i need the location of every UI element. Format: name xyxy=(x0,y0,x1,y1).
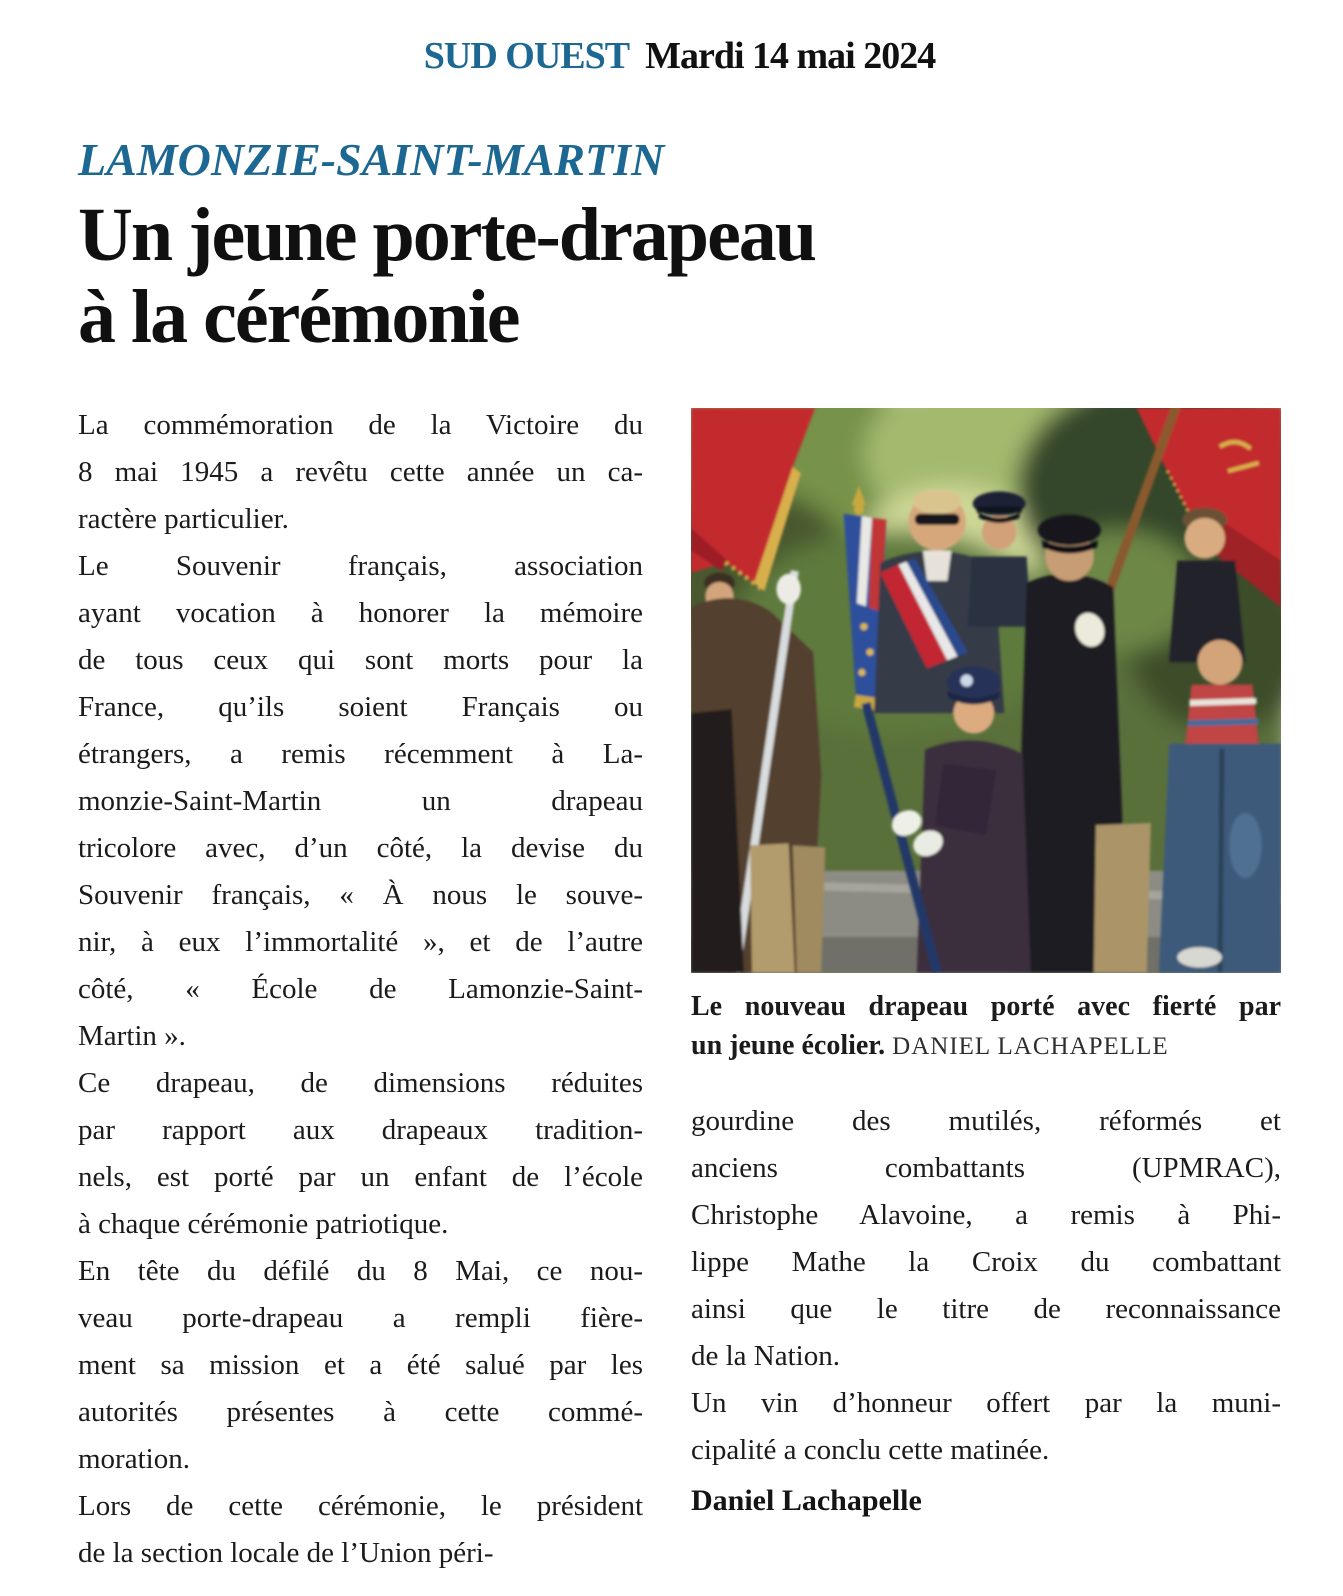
masthead xyxy=(78,34,1281,78)
article-paragraph xyxy=(78,1483,643,1577)
text-line: veau porte-drapeau a rempli fière- xyxy=(78,1302,643,1334)
article-paragraph xyxy=(78,543,643,1060)
text-line: Lors de cette cérémonie, le président xyxy=(78,1490,643,1522)
text-line: cipalité a conclu cette matinée. xyxy=(691,1433,1050,1466)
text-line: tricolore avec, d’un côté, la devise du xyxy=(78,832,643,864)
right-column-text xyxy=(691,1098,1281,1474)
section-kicker: LAMONZIE-SAINT-MARTIN xyxy=(78,134,665,185)
text-line: ayant vocation à honorer la mémoire xyxy=(78,597,643,629)
right-column xyxy=(691,402,1281,1577)
text-line: Souvenir français, « À nous le souve- xyxy=(78,879,643,911)
author-byline: Daniel Lachapelle xyxy=(691,1483,922,1517)
text-line: étrangers, a remis récemment à La- xyxy=(78,738,643,770)
text-line: par rapport aux drapeaux tradition- xyxy=(78,1114,643,1146)
text-line: Martin ». xyxy=(78,1020,186,1052)
article-headline xyxy=(78,194,1281,358)
text-line: nir, à eux l’immortalité », et de l’autre xyxy=(78,926,643,958)
caption-line-1: Le nouveau drapeau porté avec fierté par xyxy=(691,990,1281,1022)
issue-date: Mardi 14 mai 2024 xyxy=(645,35,936,77)
text-line: autorités présentes à cette commé- xyxy=(78,1396,643,1428)
left-column xyxy=(78,402,643,1577)
text-line: gourdine des mutilés, réformés et xyxy=(691,1104,1281,1137)
text-line: de tous ceux qui sont morts pour la xyxy=(78,644,643,676)
police-officer xyxy=(968,491,1031,626)
text-line: ractère particulier. xyxy=(78,503,289,535)
text-line: de la Nation. xyxy=(691,1339,840,1372)
ceremony-photo xyxy=(691,408,1281,973)
text-line: côté, « École de Lamonzie-Saint- xyxy=(78,973,643,1005)
text-line: ment sa mission et a été salué par les xyxy=(78,1349,643,1381)
text-line: monzie-Saint-Martin un drapeau xyxy=(78,785,643,817)
article-paragraph xyxy=(691,1098,1281,1380)
text-line: En tête du défilé du 8 Mai, ce nou- xyxy=(78,1255,643,1287)
newspaper-brand: SUD OUEST xyxy=(423,35,630,77)
text-line: lippe Mathe la Croix du combattant xyxy=(691,1245,1281,1278)
text-line: nels, est porté par un enfant de l’école xyxy=(78,1161,643,1193)
text-line: France, qu’ils soient Français ou xyxy=(78,691,643,723)
headline-line-1: Un jeune porte-drapeau xyxy=(78,193,816,277)
article-paragraph xyxy=(78,402,643,543)
caption-bold-text: un jeune écolier. xyxy=(691,1029,886,1061)
text-line: ainsi que le titre de reconnaissance xyxy=(691,1292,1281,1325)
article-paragraph xyxy=(78,1060,643,1248)
article-paragraph xyxy=(691,1380,1281,1474)
text-line: anciens combattants (UPMRAC), xyxy=(691,1151,1281,1184)
photo-credit: DANIEL LACHAPELLE xyxy=(892,1032,1169,1060)
text-line: Ce drapeau, de dimensions réduites xyxy=(78,1067,643,1099)
headline-line-2: à la cérémonie xyxy=(78,275,519,359)
article-columns xyxy=(78,402,1281,1577)
text-line: de la section locale de l’Union péri- xyxy=(78,1537,494,1569)
text-line: La commémoration de la Victoire du xyxy=(78,409,643,441)
caption-line-2 xyxy=(691,1026,1281,1066)
text-line: Le Souvenir français, association xyxy=(78,550,643,582)
text-line: Un vin d’honneur offert par la muni- xyxy=(691,1386,1281,1419)
text-line: à chaque cérémonie patriotique. xyxy=(78,1208,449,1240)
article-paragraph xyxy=(78,1248,643,1483)
text-line: Christophe Alavoine, a remis à Phi- xyxy=(691,1198,1281,1231)
text-line: 8 mai 1945 a revêtu cette année un ca- xyxy=(78,456,643,488)
text-line: moration. xyxy=(78,1443,190,1475)
photo-caption xyxy=(691,987,1281,1066)
